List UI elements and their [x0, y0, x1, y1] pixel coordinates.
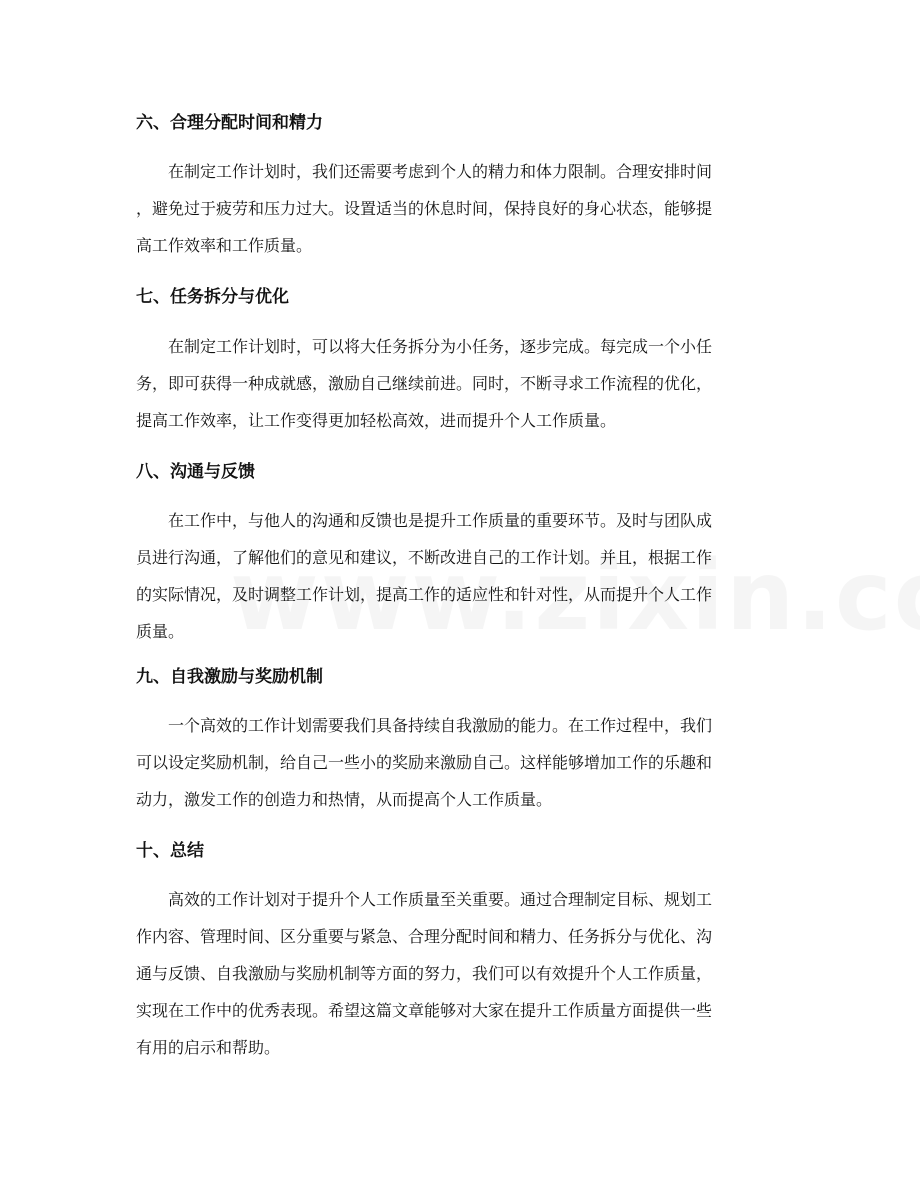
section-paragraph-7 [136, 328, 786, 439]
paragraph-line: 提高工作效率，让工作变得更加轻松高效，进而提升个人工作质量。 [136, 411, 617, 430]
paragraph-line: ，避免过于疲劳和压力过大。设置适当的休息时间，保持良好的身心状态，能够提 [136, 199, 713, 218]
section-heading-6: 六、合理分配时间和精力 [136, 113, 323, 133]
paragraph-line: 的实际情况，及时调整工作计划，提高工作的适应性和针对性，从而提升个人工作 [136, 585, 713, 604]
paragraph-line: 在制定工作计划时，可以将大任务拆分为小任务，逐步完成。每完成一个小任 [168, 337, 713, 356]
paragraph-line: 可以设定奖励机制，给自己一些小的奖励来激励自己。这样能够增加工作的乐趣和 [136, 753, 713, 772]
section-heading-10: 十、总结 [136, 841, 204, 861]
section-heading-8: 八、沟通与反馈 [136, 462, 255, 482]
paragraph-line: 实现在工作中的优秀表现。希望这篇文章能够对大家在提升工作质量方面提供一些 [136, 1001, 713, 1020]
paragraph-line: 在工作中，与他人的沟通和反馈也是提升工作质量的重要环节。及时与团队成 [168, 511, 713, 530]
section-heading-7: 七、任务拆分与优化 [136, 287, 289, 307]
paragraph-line: 在制定工作计划时，我们还需要考虑到个人的精力和体力限制。合理安排时间 [168, 162, 713, 181]
section-paragraph-10 [136, 881, 786, 1066]
section-paragraph-8 [136, 502, 786, 650]
paragraph-line: 通与反馈、自我激励与奖励机制等方面的努力，我们可以有效提升个人工作质量， [136, 964, 713, 983]
paragraph-line: 质量。 [136, 622, 185, 641]
section-paragraph-6 [136, 153, 786, 264]
paragraph-line: 一个高效的工作计划需要我们具备持续自我激励的能力。在工作过程中，我们 [168, 716, 713, 735]
paragraph-line: 动力，激发工作的创造力和热情，从而提高个人工作质量。 [136, 790, 553, 809]
paragraph-line: 高工作效率和工作质量。 [136, 236, 313, 255]
paragraph-line: 务，即可获得一种成就感，激励自己继续前进。同时，不断寻求工作流程的优化， [136, 374, 713, 393]
paragraph-line: 有用的启示和帮助。 [136, 1038, 281, 1057]
section-heading-9: 九、自我激励与奖励机制 [136, 667, 323, 687]
paragraph-line: 员进行沟通，了解他们的意见和建议，不断改进自己的工作计划。并且，根据工作 [136, 548, 713, 567]
paragraph-line: 高效的工作计划对于提升个人工作质量至关重要。通过合理制定目标、规划工 [168, 890, 713, 909]
section-paragraph-9 [136, 707, 786, 818]
paragraph-line: 作内容、管理时间、区分重要与紧急、合理分配时间和精力、任务拆分与优化、沟 [136, 927, 713, 946]
